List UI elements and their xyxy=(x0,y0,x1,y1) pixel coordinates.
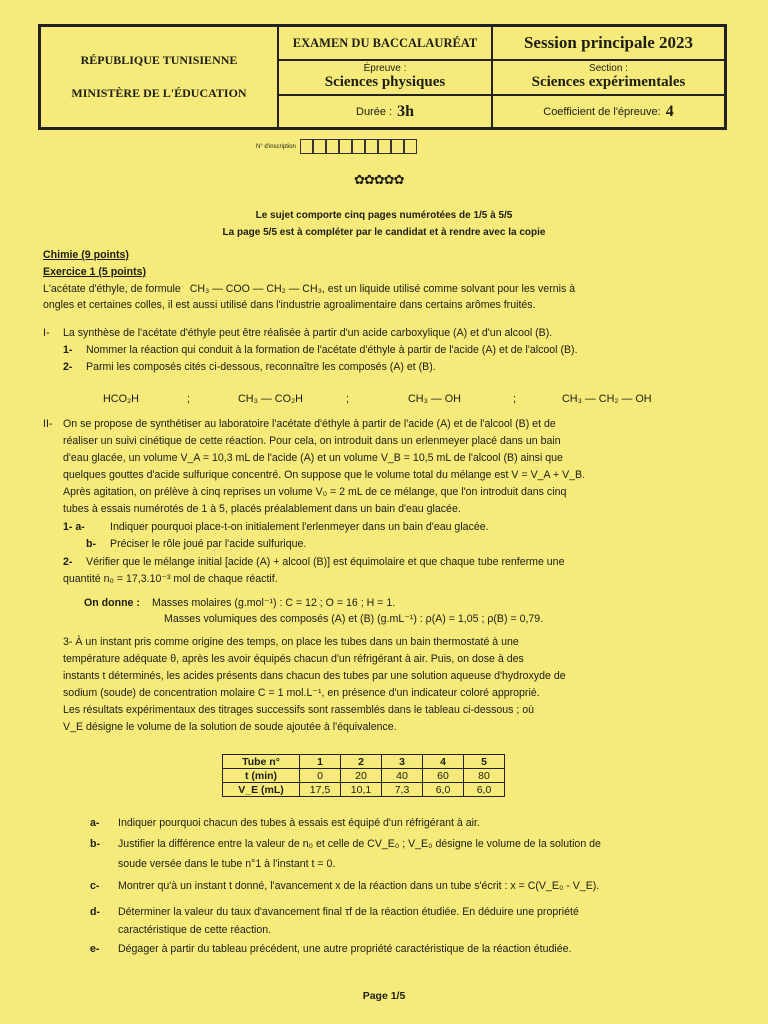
row-header: t (min) xyxy=(223,769,300,783)
compound-1: HCO₂H xyxy=(103,393,139,405)
compound-4: CH₃ — CH₂ — OH xyxy=(562,393,652,405)
part-2-line: On se propose de synthétiser au laboratoire l'acétate d'éthyle à partir de l'acide (A) et de l'alcool (B) et de xyxy=(63,418,556,430)
republic-label: RÉPUBLIQUE TUNISIENNE xyxy=(80,53,238,67)
table-row xyxy=(223,755,505,769)
part-2-line: Après agitation, on prélève à cinq reprises un volume V₀ = 2 mL de ce mélange, que l'on introduit dans cinq xyxy=(63,486,567,498)
part-2-number: II- xyxy=(43,418,53,430)
qb-number: b- xyxy=(90,838,100,850)
table-cell: 20 xyxy=(341,769,382,783)
q1-number: 1- xyxy=(63,344,73,356)
q1a-number: 1- a- xyxy=(63,521,85,533)
ministry-label: MINISTÈRE DE L'ÉDUCATION xyxy=(71,86,247,100)
q3-line: Les résultats expérimentaux des titrages successifs sont rassemblés dans le tableau ci-dessous ; où xyxy=(63,704,535,716)
q2-number: 2- xyxy=(63,556,73,568)
intro-paragraph-line-1 xyxy=(43,283,575,295)
intro-line-2: La page 5/5 est à compléter par le candidat et à rendre avec la copie xyxy=(222,227,546,238)
row-header: Tube n° xyxy=(223,755,300,769)
inscription-box xyxy=(391,139,404,154)
chimie-title: Chimie (9 points) xyxy=(43,249,129,261)
table-cell: 60 xyxy=(423,769,464,783)
q2-text: quantité n₀ = 17,3.10⁻³ mol de chaque réactif. xyxy=(63,573,278,585)
qa-text: Indiquer pourquoi chacun des tubes à essais est équipé d'un réfrigérant à air. xyxy=(118,817,480,829)
ethyl-acetate-formula: CH₃ — COO — CH₂ — CH₃ xyxy=(189,283,322,295)
epreuve-cell xyxy=(278,60,492,95)
separator: ; xyxy=(513,393,516,405)
duree-cell xyxy=(278,95,492,128)
inscription-box xyxy=(300,139,313,154)
part-2-line: d'eau glacée, un volume V_A = 10,3 mL de l'acide (A) et un volume V_B = 10,5 mL de l'alcool (B) ainsi que xyxy=(63,452,563,464)
epreuve-label: Épreuve : xyxy=(363,63,407,75)
table-cell: 1 xyxy=(300,755,341,769)
table-cell: 80 xyxy=(464,769,505,783)
q2-text: Parmi les composés cités ci-dessous, reconnaître les composés (A) et (B). xyxy=(86,361,436,373)
ornament-icon: ✿✿✿✿✿ xyxy=(354,172,404,187)
qd-number: d- xyxy=(90,906,100,918)
coef-value: 4 xyxy=(665,102,674,120)
q3-line: température adéquate θ, après les avoir équipés chacun d'un réfrigérant à air. Puis, on dose à des xyxy=(63,653,524,665)
duree-value: 3h xyxy=(397,102,414,120)
intro-line-1: Le sujet comporte cinq pages numérotées de 1/5 à 5/5 xyxy=(255,210,513,221)
inscription-field xyxy=(256,139,417,154)
table-row xyxy=(223,783,505,797)
q1b-number: b- xyxy=(86,538,96,550)
table-cell: 40 xyxy=(382,769,423,783)
part-1-number: I- xyxy=(43,327,50,339)
q3-line: V_E désigne le volume de la solution de soude ajoutée à l'équivalence. xyxy=(63,721,397,733)
inscription-box xyxy=(313,139,326,154)
part-1-text: La synthèse de l'acétate d'éthyle peut être réalisée à partir d'un acide carboxylique (A) et d'un alcool (B). xyxy=(63,327,553,339)
table-cell: 0 xyxy=(300,769,341,783)
epreuve-value: Sciences physiques xyxy=(324,74,446,91)
compound-2: CH₃ — CO₂H xyxy=(238,393,303,405)
section-value: Sciences expérimentales xyxy=(531,74,686,91)
qd-text: Déterminer la valeur du taux d'avancement final τf de la réaction étudiée. En déduire une propriété xyxy=(118,906,579,918)
inscription-box xyxy=(352,139,365,154)
qe-text: Dégager à partir du tableau précédent, une autre propriété caractéristique de la réaction étudiée. xyxy=(118,943,572,955)
exam-header xyxy=(38,24,727,130)
given-densities: Masses volumiques des composés (A) et (B) (g.mL⁻¹) : ρ(A) = 1,05 ; ρ(B) = 0,79. xyxy=(164,613,544,625)
qc-number: c- xyxy=(90,880,100,892)
page-number: Page 1/5 xyxy=(362,990,406,1002)
q2-number: 2- xyxy=(63,361,73,373)
qc-text: Montrer qu'à un instant t donné, l'avancement x de la réaction dans un tube s'écrit : x = C(V_E₀ - V_E). xyxy=(118,880,600,892)
table-row xyxy=(223,769,505,783)
qb-text: soude versée dans le tube n°1 à l'instant t = 0. xyxy=(118,858,336,870)
row-header: V_E (mL) xyxy=(223,783,300,797)
part-2-line: tubes à essais numérotés de 1 à 5, placés préalablement dans un bain d'eau glacée. xyxy=(63,503,461,515)
given-molar-masses: Masses molaires (g.mol⁻¹) : C = 12 ; O = 16 ; H = 1. xyxy=(152,597,396,609)
coef-label: Coefficient de l'épreuve: xyxy=(543,105,661,118)
qd-text: caractéristique de cette réaction. xyxy=(118,924,272,936)
part-2-line: réaliser un suivi cinétique de cette réaction. Pour cela, on introduit dans un erlenmeyer placé dans un bain xyxy=(63,435,561,447)
qb-text: Justifier la différence entre la valeur de n₀ et celle de CV_E₀ ; V_E₀ désigne le volume de la solution de xyxy=(118,838,601,850)
inscription-box xyxy=(378,139,391,154)
qa-number: a- xyxy=(90,817,100,829)
inscription-label: N° d'inscription xyxy=(256,143,296,150)
table-cell: 7,3 xyxy=(382,783,423,797)
table-cell: 6,0 xyxy=(464,783,505,797)
section-label: Section : xyxy=(589,63,628,75)
inscription-box xyxy=(339,139,352,154)
table-cell: 10,1 xyxy=(341,783,382,797)
inscription-box xyxy=(404,139,417,154)
q2-text: Vérifier que le mélange initial [acide (A) + alcool (B)] est équimolaire et que chaque tube renferme une xyxy=(86,556,565,568)
exam-label: EXAMEN DU BACCALAURÉAT xyxy=(278,26,492,60)
coef-cell xyxy=(492,95,725,128)
titration-table xyxy=(222,754,505,797)
inscription-box xyxy=(326,139,339,154)
table-cell: 6,0 xyxy=(423,783,464,797)
inscription-box xyxy=(365,139,378,154)
exercise-1-title: Exercice 1 (5 points) xyxy=(43,266,147,278)
duree-label: Durée : xyxy=(356,105,393,118)
session-label: Session principale 2023 xyxy=(492,26,725,60)
intro-paragraph-line-2: ongles et certaines colles, il est aussi utilisé dans l'industrie agroalimentaire dans certains arômes fruités. xyxy=(43,299,536,311)
text-span: , est un liquide utilisé comme solvant pour les vernis à xyxy=(321,283,576,295)
q3-line: instants t déterminés, les acides présents dans chacun des tubes par une solution aqueuse d'hydroxyde de xyxy=(63,670,566,682)
q3-line: sodium (soude) de concentration molaire C = 1 mol.L⁻¹, en présence d'un indicateur coloré approprié. xyxy=(63,687,540,699)
table-cell: 5 xyxy=(464,755,505,769)
separator: ; xyxy=(187,393,190,405)
q1a-text: Indiquer pourquoi place-t-on initialement l'erlenmeyer dans un bain d'eau glacée. xyxy=(110,521,489,533)
table-cell: 2 xyxy=(341,755,382,769)
compound-3: CH₃ — OH xyxy=(408,393,461,405)
table-cell: 3 xyxy=(382,755,423,769)
qe-number: e- xyxy=(90,943,100,955)
q1-text: Nommer la réaction qui conduit à la formation de l'acétate d'éthyle à partir de l'acide (A) et de l'alcool (B). xyxy=(86,344,578,356)
table-cell: 17,5 xyxy=(300,783,341,797)
q3-line: 3- À un instant pris comme origine des temps, on place les tubes dans un bain thermostaté à une xyxy=(63,636,519,648)
table-cell: 4 xyxy=(423,755,464,769)
part-2-line: quelques gouttes d'acide sulfurique concentré. On suppose que le volume total du mélange est V = V_A + V_B. xyxy=(63,469,586,481)
issuer-block xyxy=(40,26,278,128)
section-cell xyxy=(492,60,725,95)
q1b-text: Préciser le rôle joué par l'acide sulfurique. xyxy=(110,538,307,550)
given-label: On donne : xyxy=(84,597,140,609)
separator: ; xyxy=(346,393,349,405)
text-span: L'acétate d'éthyle, de formule xyxy=(43,283,181,295)
